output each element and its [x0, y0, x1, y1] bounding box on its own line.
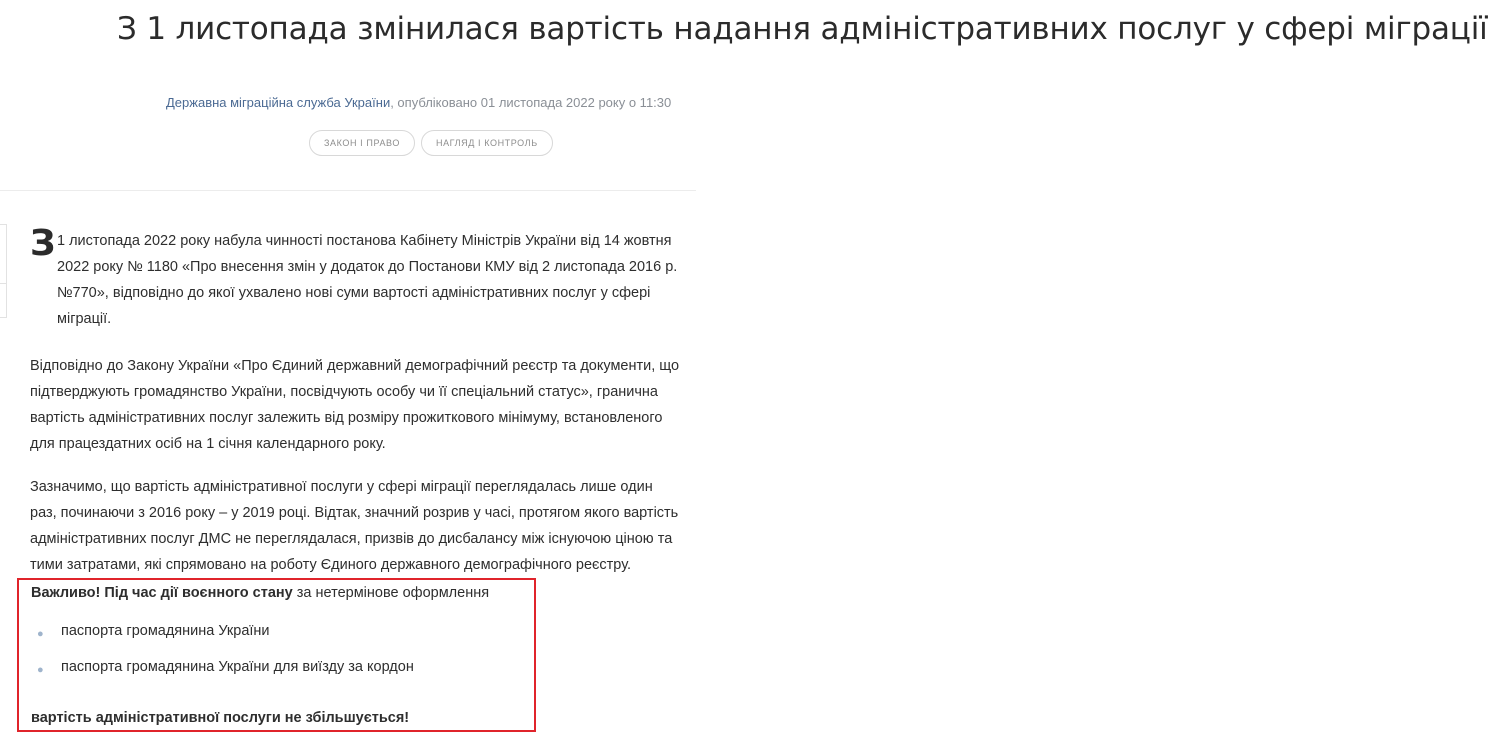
tag-law[interactable]: ЗАКОН І ПРАВО [309, 130, 415, 156]
document-list [35, 620, 414, 692]
article-byline [166, 95, 671, 110]
tag-list [309, 130, 553, 156]
bullet-icon: ● [37, 628, 44, 640]
list-item-label: паспорта громадянина України для виїзду за кордон [61, 659, 414, 675]
article-paragraph: Зазначимо, що вартість адміністративної послуги у сфері міграції переглядалась лише один раз, починаючи з 2016 року – у 2019 році. Відтак, значний розрив у часі, протягом якого вартість адміністративних послуг ДМС не переглядалася, призвів до дисбалансу між існуючою ціною та тими затратами, які спрямовано на роботу Єдиного державного демографічного реєстру. [30, 479, 679, 573]
important-text: за нетермінове оформлення [292, 585, 490, 601]
lead-text: 1 листопада 2022 року набула чинності постанова Кабінету Міністрів України від 14 жовтня 2022 року № 1180 «Про внесення змін у додаток до Постанови КМУ від 2 листопада 2016 р. №770», відповідно до якої ухвалено нові суми вартості адміністративних послуг у сфері міграції. [57, 233, 678, 327]
list-item [35, 620, 414, 656]
list-item [35, 656, 414, 692]
source-link[interactable]: Державна міграційна служба України [166, 95, 391, 110]
publish-date: , опубліковано 01 листопада 2022 року о 11:30 [390, 95, 672, 110]
article-body [30, 223, 680, 595]
important-notice [17, 578, 536, 732]
article-lead [30, 223, 680, 332]
bullet-icon: ● [37, 664, 44, 676]
important-heading [31, 585, 489, 601]
important-label: Важливо! Під час дії воєнного стану [31, 585, 293, 601]
dropcap: З [30, 223, 56, 264]
header-divider [0, 190, 696, 191]
list-item-label: паспорта громадянина України [61, 623, 270, 639]
share-panel[interactable] [0, 224, 7, 318]
tag-supervision[interactable]: НАГЛЯД І КОНТРОЛЬ [421, 130, 553, 156]
article-paragraph: Відповідно до Закону України «Про Єдиний державний демографічний реєстр та документи, що підтверджують громадянство України, посвідчують особу чи її спеціальний статус», гранична вартість адміністративних послуг залежить від розміру прожиткового мінімуму, встановленого для працездатних осіб на 1 січня календарного року. [30, 358, 680, 452]
share-panel-divider [0, 283, 6, 284]
important-footer: вартість адміністративної послуги не збільшується! [31, 710, 410, 726]
page-title: З 1 листопада змінилася вартість надання адміністративних послуг у сфері міграції [117, 11, 1488, 47]
